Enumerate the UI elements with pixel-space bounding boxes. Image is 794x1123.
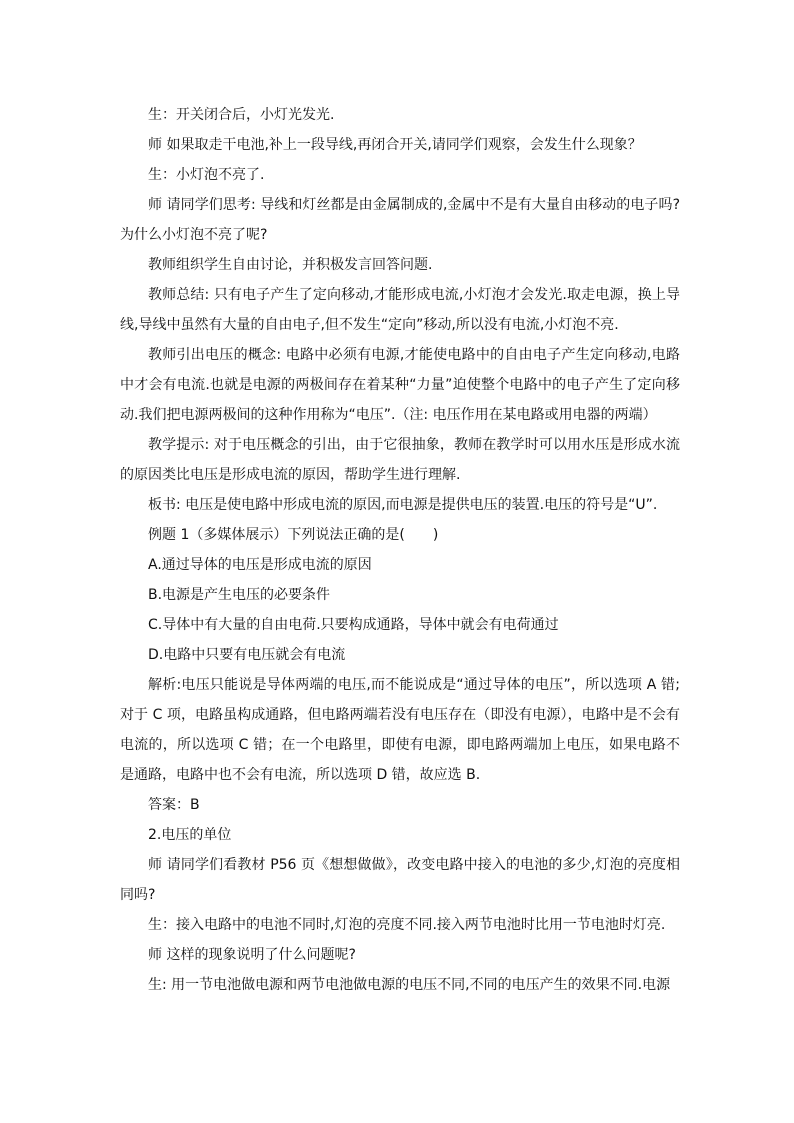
option-b: B.电源是产生电压的必要条件: [148, 587, 331, 603]
paragraph: 板书: 电压是使电路中形成电流的原因,而电源是提供电压的装置.电压的符号是“U”.: [148, 497, 658, 513]
option-c: C.导体中有大量的自由电荷.只要构成通路，导体中就会有电荷通过: [148, 617, 559, 633]
paragraph: 教学提示: 对于电压概念的引出，由于它很抽象，教师在教学时可以用水压是形成水流的原因类比电压是形成电流的原因，帮助学生进行理解.: [120, 437, 680, 483]
paragraph: 生：小灯泡不亮了.: [148, 167, 265, 183]
paragraph: 师 这样的现象说明了什么问题呢?: [148, 947, 356, 963]
paragraph: 生：开关闭合后，小灯光发光.: [148, 107, 335, 123]
analysis: 解析:电压只能说是导体两端的电压,而不能说成是“通过导体的电压”，所以选项 A 错;对于 C 项，电路虽构成通路，但电路两端若没有电压存在（即没有电源），电路中是不会有电流的，所以选项 C 错；在一个电路里，即使有电源，即电路两端加上电压，如果电路不是通路，电路中也不会有电流，所以选项 D 错，故应选 B.: [120, 677, 680, 783]
paragraph: 师 如果取走干电池,补上一段导线,再闭合开关,请同学们观察，会发生什么现象？: [148, 137, 642, 153]
paragraph: 生: 用一节电池做电源和两节电池做电源的电压不同,不同的电压产生的效果不同.电源: [148, 977, 671, 993]
answer: 答案：B: [148, 797, 200, 813]
paragraph: 师 请同学们思考: 导线和灯丝都是由金属制成的,金属中不是有大量自由移动的电子吗?为什么小灯泡不亮了呢?: [120, 197, 680, 243]
paragraph: 教师组织学生自由讨论，并积极发言回答问题.: [148, 257, 433, 273]
option-a: A.通过导体的电压是形成电流的原因: [148, 557, 372, 573]
paragraph: 生：接入电路中的电池不同时,灯泡的亮度不同.接入两节电池时比用一节电池时灯亮.: [148, 917, 666, 933]
paragraph: 教师总结: 只有电子产生了定向移动,才能形成电流,小灯泡才会发光.取走电源，换上导线,导线中虽然有大量的自由电子,但不发生“定向”移动,所以没有电流,小灯泡不亮.: [120, 287, 680, 333]
document-body: [120, 100, 680, 1000]
example-question: 例题 1（多媒体展示）下列说法正确的是( ): [148, 527, 439, 543]
paragraph: 师 请同学们看教材 P56 页《想想做做》，改变电路中接入的电池的多少,灯泡的亮度相同吗?: [120, 857, 680, 903]
section-heading: 2.电压的单位: [148, 827, 232, 843]
option-d: D.电路中只要有电压就会有电流: [148, 647, 346, 663]
paragraph: 教师引出电压的概念: 电路中必须有电源,才能使电路中的自由电子产生定向移动,电路中才会有电流.也就是电源的两极间存在着某种“力量”迫使整个电路中的电子产生了定向移动.我们把电源两极间的这种作用称为“电压”.（注: 电压作用在某电路或用电器的两端）: [120, 347, 680, 423]
